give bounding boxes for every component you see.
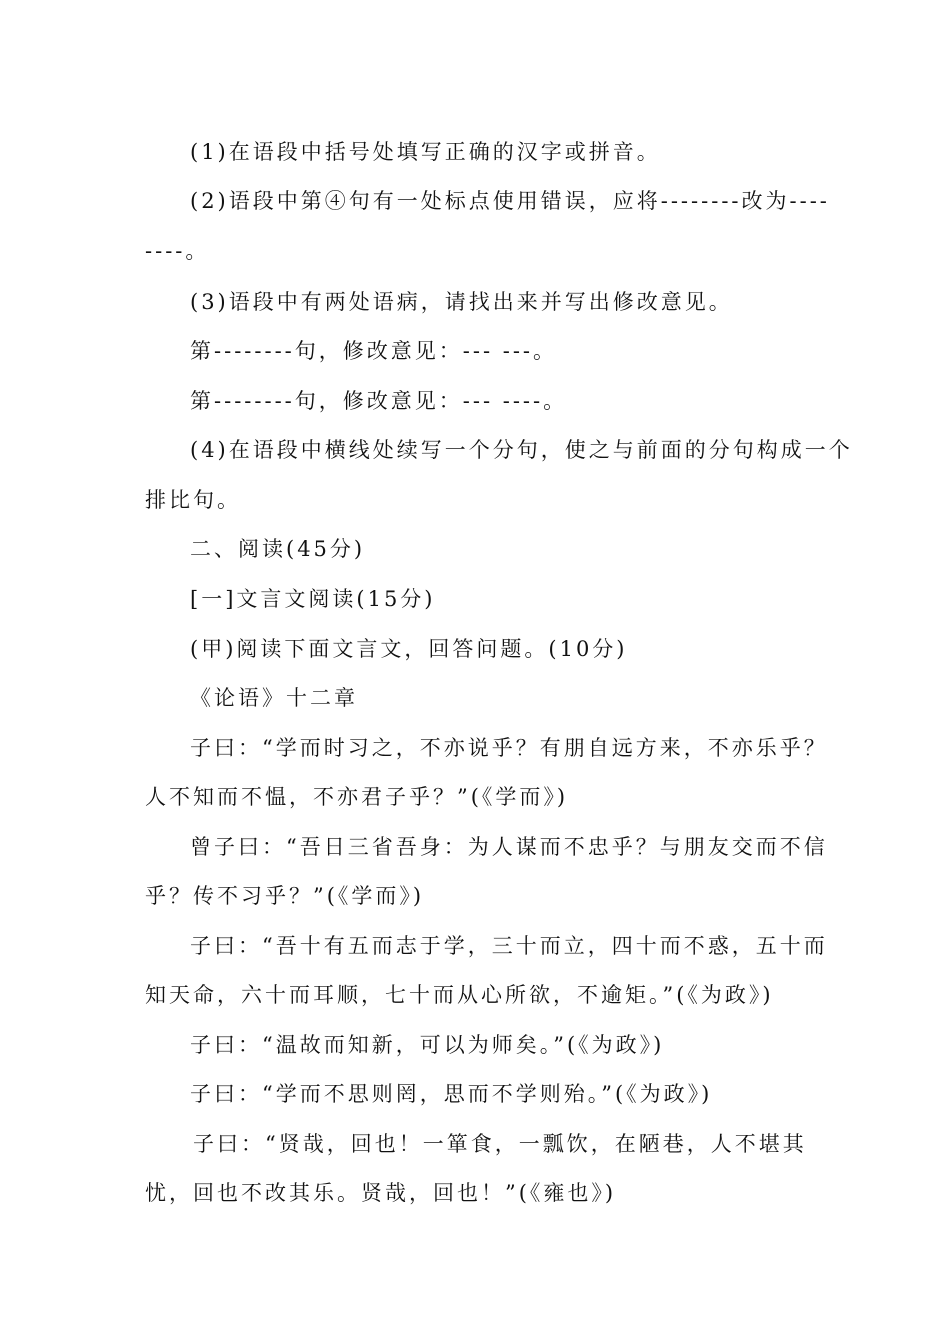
text-title: 《论语》十二章 xyxy=(190,686,358,710)
question-3: (3)语段中有两处语病，请找出来并写出修改意见。 xyxy=(190,290,733,314)
answer-line-1: 第--------句，修改意见：--- ---。 xyxy=(190,339,558,363)
passage-line: 乎？传不习乎？”(《学而》) xyxy=(145,884,425,908)
passage-line: 忧，回也不改其乐。贤哉，回也！”(《雍也》) xyxy=(145,1181,617,1205)
question-2: (2)语段中第④句有一处标点使用错误，应将--------改为---- xyxy=(190,189,830,213)
passage-line: 子曰：“温故而知新，可以为师矣。”(《为政》) xyxy=(190,1033,665,1057)
passage-line: 人不知而不愠，不亦君子乎？”(《学而》) xyxy=(145,785,569,809)
question-1: (1)在语段中括号处填写正确的汉字或拼音。 xyxy=(190,140,661,164)
passage-line: 子曰：“学而时习之，不亦说乎？有朋自远方来，不亦乐乎？ xyxy=(190,736,828,760)
passage-line: 曾子曰：“吾日三省吾身：为人谋而不忠乎？与朋友交而不信 xyxy=(190,835,828,859)
passage-line: 子曰：“吾十有五而志于学，三十而立，四十而不惑，五十而 xyxy=(190,934,828,958)
passage-line: 子曰：“贤哉，回也！一箪食，一瓢饮，在陋巷，人不堪其 xyxy=(193,1132,807,1156)
subsection-heading-classical: [一]文言文阅读(15分) xyxy=(190,587,436,611)
question-2-continued: ----。 xyxy=(145,239,210,263)
question-4-continued: 排比句。 xyxy=(145,488,241,512)
passage-line: 子曰：“学而不思则罔，思而不学则殆。”(《为政》) xyxy=(190,1082,713,1106)
section-heading-reading: 二、阅读(45分) xyxy=(190,537,366,561)
part-a-instruction: (甲)阅读下面文言文，回答问题。(10分) xyxy=(190,637,628,661)
question-4: (4)在语段中横线处续写一个分句，使之与前面的分句构成一个 xyxy=(190,438,853,462)
answer-line-2: 第--------句，修改意见：--- ----。 xyxy=(190,389,568,413)
passage-line: 知天命，六十而耳顺，七十而从心所欲，不逾矩。”(《为政》) xyxy=(145,983,774,1007)
